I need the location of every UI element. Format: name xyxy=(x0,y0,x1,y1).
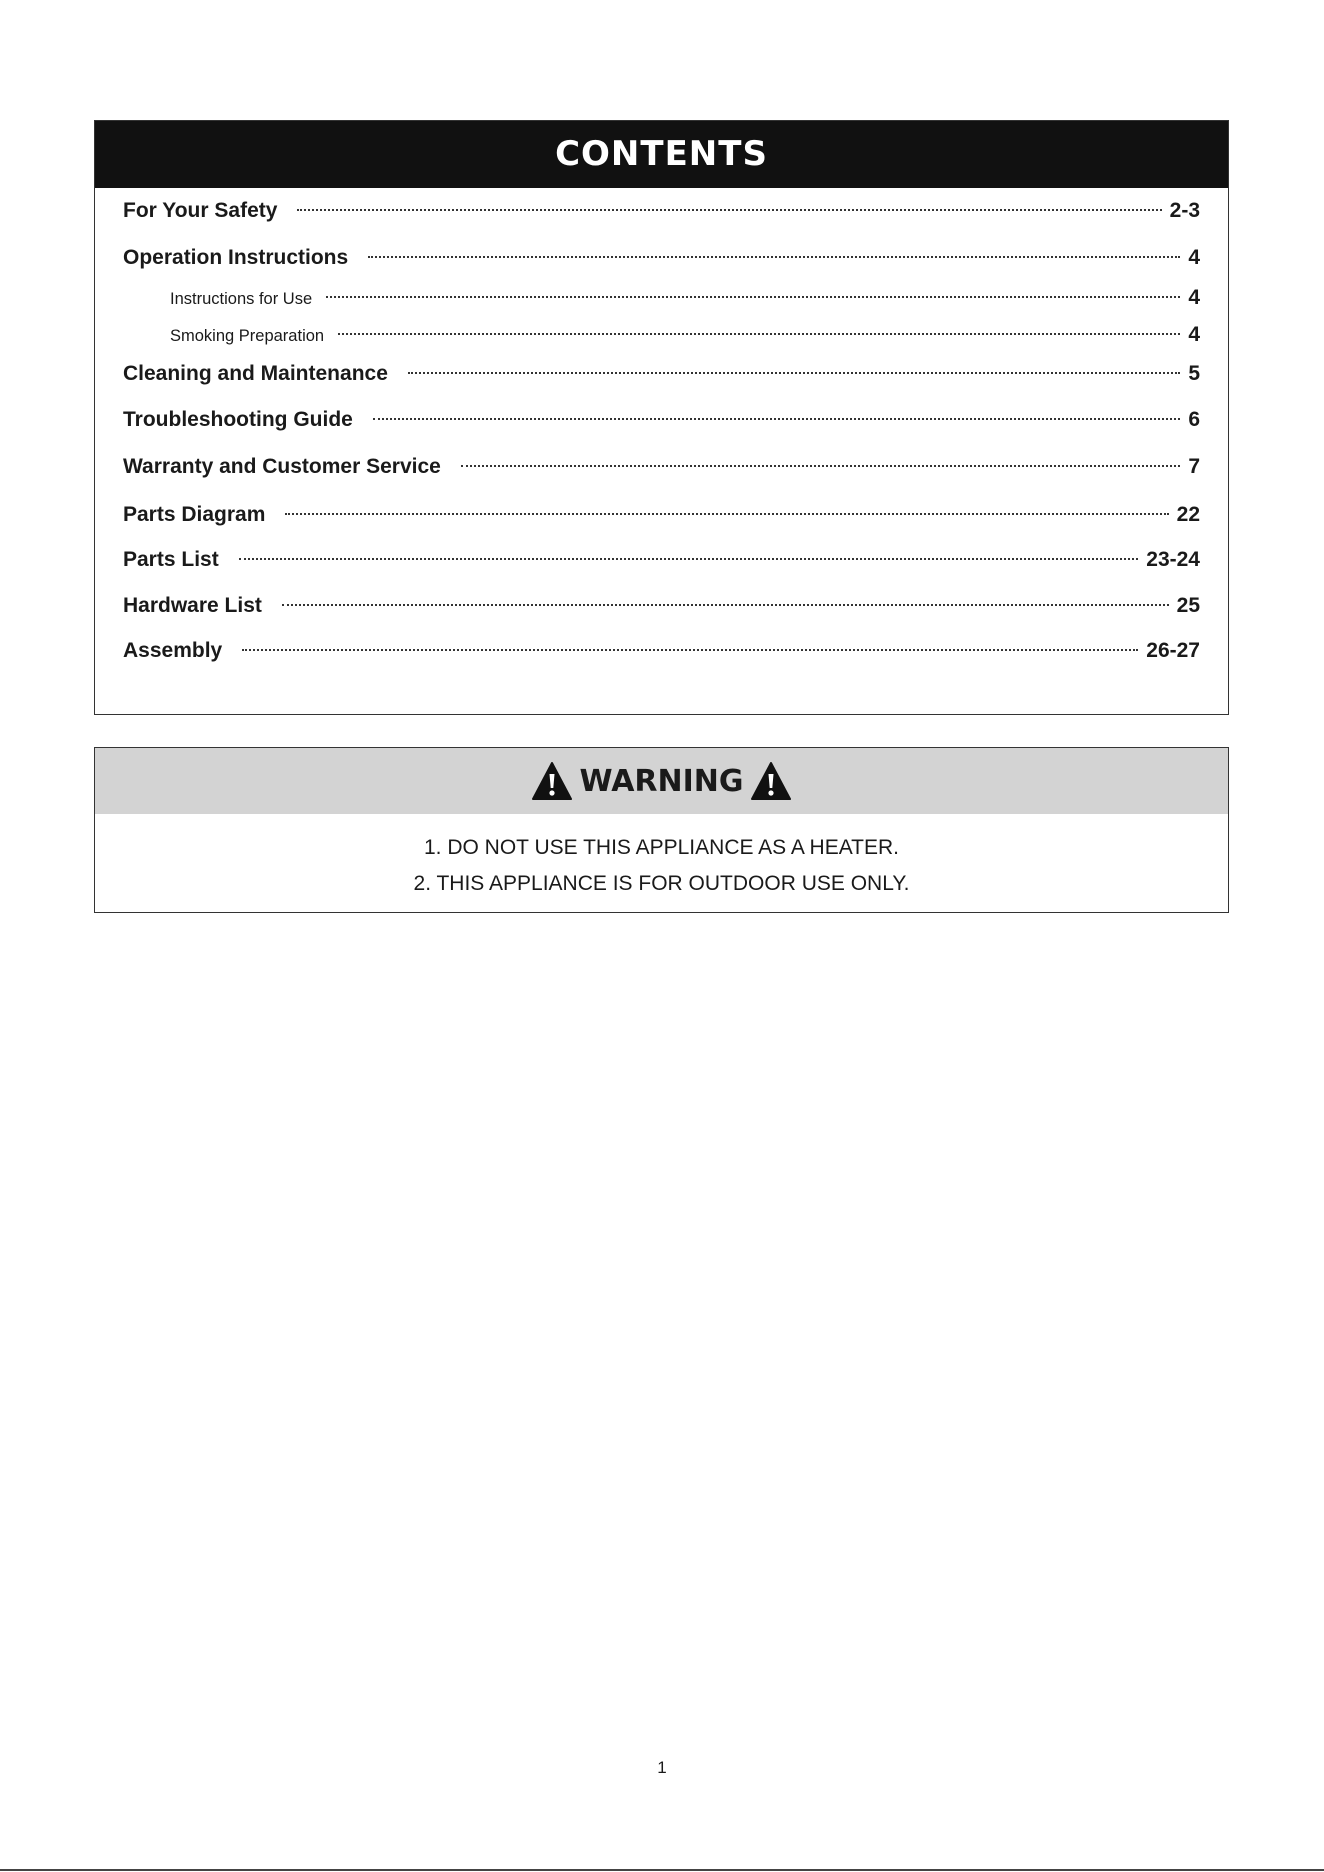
warning-box xyxy=(94,747,1229,913)
dot-leader xyxy=(461,465,1180,467)
toc-entry-parts-list[interactable] xyxy=(123,548,1200,572)
toc-entry-instructions-for-use[interactable] xyxy=(170,286,1200,310)
toc-entry-assembly[interactable] xyxy=(123,639,1200,663)
warning-line: 2. THIS APPLIANCE IS FOR OUTDOOR USE ONLY. xyxy=(413,872,910,895)
toc-entry-page: 4 xyxy=(1188,323,1200,346)
toc-entry-page: 6 xyxy=(1188,408,1200,431)
dot-leader xyxy=(368,256,1180,258)
toc-entry-page: 7 xyxy=(1188,455,1200,478)
toc-entry-label: Hardware List xyxy=(123,594,262,617)
dot-leader xyxy=(326,296,1180,298)
toc-entry-page: 22 xyxy=(1176,503,1200,526)
toc-entry-page: 26-27 xyxy=(1146,639,1200,662)
toc-entry-page: 4 xyxy=(1188,246,1200,269)
warning-lines xyxy=(95,814,1228,902)
toc-entry-page: 5 xyxy=(1188,362,1200,385)
warning-title: WARNING xyxy=(579,763,744,799)
toc-entry-page: 25 xyxy=(1176,594,1200,617)
warning-triangle-icon xyxy=(750,761,792,801)
dot-leader xyxy=(373,418,1180,420)
toc-entry-page: 4 xyxy=(1188,286,1200,309)
toc-entry-page: 23-24 xyxy=(1146,548,1200,571)
warning-header xyxy=(95,748,1228,814)
toc-entry-label: Cleaning and Maintenance xyxy=(123,362,388,385)
dot-leader xyxy=(408,372,1180,374)
toc-entry-label: Operation Instructions xyxy=(123,246,349,269)
dot-leader xyxy=(239,558,1139,560)
contents-title: CONTENTS xyxy=(95,121,1228,188)
toc-entry-cleaning-and-maintenance[interactable] xyxy=(123,362,1200,386)
dot-leader xyxy=(285,513,1168,515)
toc-entry-parts-diagram[interactable] xyxy=(123,503,1200,527)
toc-entry-hardware-list[interactable] xyxy=(123,594,1200,618)
toc-entry-label: Assembly xyxy=(123,639,223,662)
bottom-rule xyxy=(0,1869,1324,1871)
toc-entry-label: For Your Safety xyxy=(123,199,278,222)
dot-leader xyxy=(338,333,1180,335)
dot-leader xyxy=(297,209,1161,211)
toc-entry-smoking-preparation[interactable] xyxy=(170,323,1200,347)
page-number: 1 xyxy=(657,1758,667,1777)
toc-entry-operation-instructions[interactable] xyxy=(123,246,1200,270)
warning-line: 1. DO NOT USE THIS APPLIANCE AS A HEATER. xyxy=(424,836,899,859)
toc-entry-label: Troubleshooting Guide xyxy=(123,408,353,431)
toc-entry-label: Smoking Preparation xyxy=(170,327,325,345)
toc-entry-label: Parts Diagram xyxy=(123,503,266,526)
toc-entry-label: Parts List xyxy=(123,548,219,571)
dot-leader xyxy=(282,604,1169,606)
warning-triangle-icon xyxy=(531,761,573,801)
toc-entry-label: Instructions for Use xyxy=(170,290,313,308)
toc-entry-warranty-and-customer-service[interactable] xyxy=(123,455,1200,479)
toc-entry-page: 2-3 xyxy=(1169,199,1200,222)
toc-entry-label: Warranty and Customer Service xyxy=(123,455,441,478)
dot-leader xyxy=(242,649,1138,651)
toc-entry-for-your-safety[interactable] xyxy=(123,199,1200,223)
toc-entry-troubleshooting-guide[interactable] xyxy=(123,408,1200,432)
contents-box xyxy=(94,120,1229,715)
